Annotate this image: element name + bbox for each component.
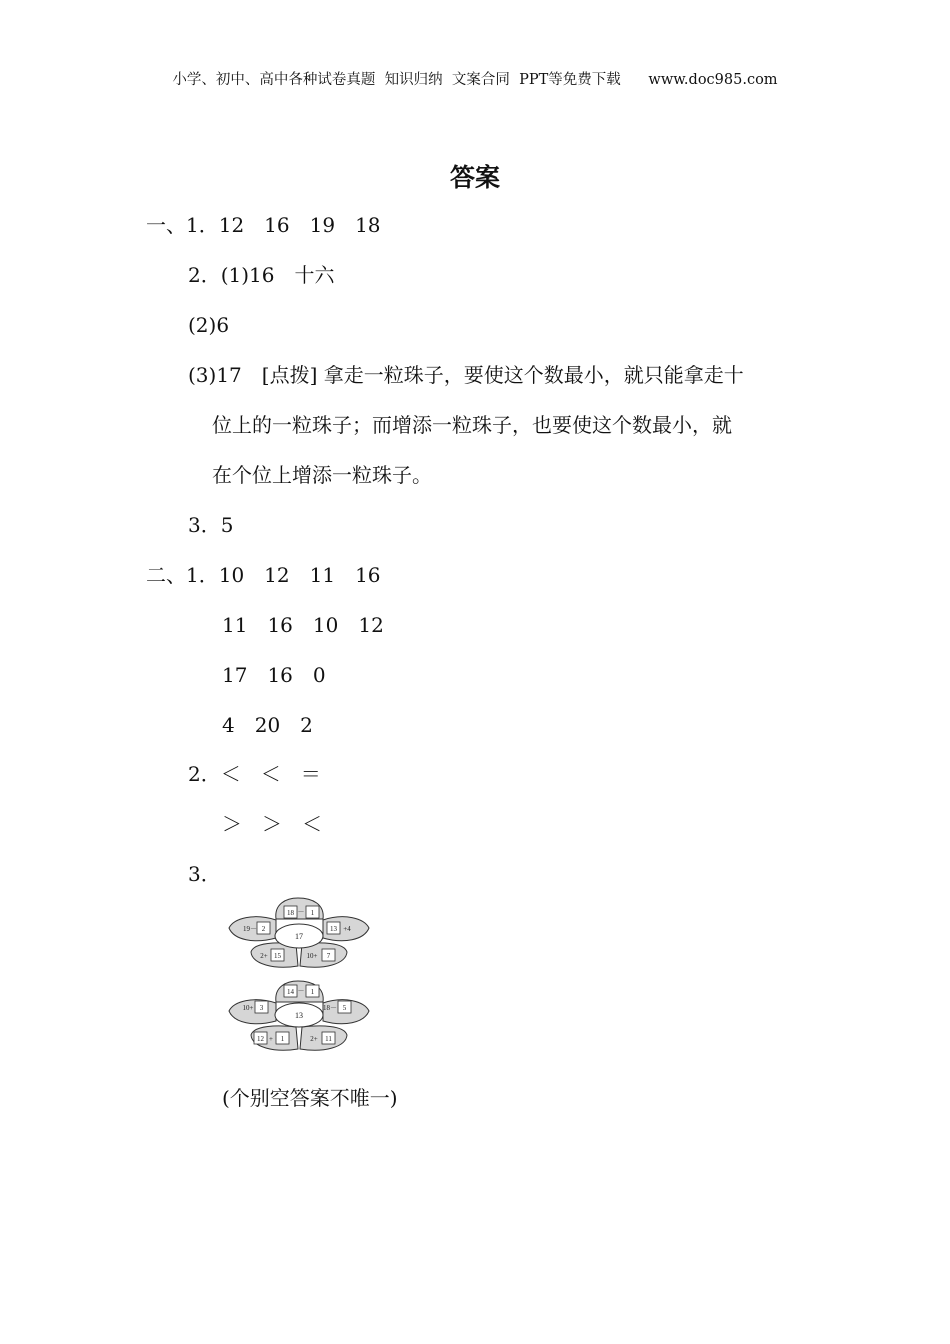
flower-1 [229,898,369,967]
answer-1-2-2: (2)6 [188,313,230,337]
answer-2-2-row1: 2．＜ ＜ ＝ [188,762,321,786]
answer-2-1-row2: 11 16 10 12 [222,613,384,637]
flower-1-top-text1: 18 [287,909,294,917]
flower-2-bottom-right-text2: 11 [325,1035,332,1043]
flower-1-left-text1: 19－ [243,925,257,933]
flower-2-top-text1: 14 [287,988,294,996]
answer-2-3-label: 3． [188,862,221,886]
flower-1-bottom-left-text1: 2+ [260,952,268,960]
answer-1-3: 3．5 [188,513,234,537]
flower-2-center-text: 13 [295,1011,303,1020]
flower-2-right-text2: 5 [342,1004,347,1012]
flower-2-left-text2: 3 [259,1004,264,1012]
answer-2-2-row2: ＞ ＞ ＜ [222,812,322,836]
flower-1-right-text1: 13 [330,925,337,933]
answer-note: (个别空答案不唯一) [222,1086,398,1110]
answer-2-1-row3: 17 16 0 [222,663,326,687]
answer-2-1-row4: 4 20 2 [222,713,313,737]
flower-1-top-text2: 1 [310,909,315,917]
flower-figures [226,896,376,1060]
flower-1-bottom-right-text1: 10+ [306,952,318,960]
flower-2-top-text2: 1 [310,988,315,996]
flower-2 [229,981,369,1050]
flower-2-top-op: － [297,987,305,995]
flower-2-bottom-left-text1: 12 [257,1035,264,1043]
flower-2-bottom-left-op: + [269,1035,273,1043]
answer-1-2-3-line1: (3)17 [点拨] 拿走一粒珠子，要使这个数最小，就只能拿走十 [188,363,744,387]
answer-2-1-row1: 二、1．10 12 11 16 [146,563,381,587]
flower-1-bottom-right-text2: 7 [326,952,331,960]
flower-1-top-op: － [297,908,305,916]
flower-diagrams-svg [226,896,376,1056]
flower-2-bottom-right-text1: 2+ [310,1035,318,1043]
flower-1-center-text: 17 [295,932,303,941]
flower-1-left-text2: 2 [261,925,266,933]
flower-1-right-text2: +4 [343,925,351,933]
answer-1-2-3-line2: 位上的一粒珠子；而增添一粒珠子，也要使这个数最小，就 [212,413,732,437]
flower-2-left-text1: 10+ [242,1004,254,1012]
flower-1-bottom-left-text2: 15 [274,952,281,960]
page-header: 小学、初中、高中各种试卷真题 知识归纳 文案合同 PPT等免费下载 www.doc985.com [172,72,778,88]
flower-2-bottom-left-text2: 1 [280,1035,285,1043]
answer-1-2-1: 2．(1)16 十六 [188,263,335,287]
answer-1-1: 一、1．12 16 19 18 [146,213,381,237]
page-title: 答案 [449,163,500,192]
answer-1-2-3-line3: 在个位上增添一粒珠子。 [212,463,432,487]
flower-2-right-text1: 18－ [323,1004,337,1012]
